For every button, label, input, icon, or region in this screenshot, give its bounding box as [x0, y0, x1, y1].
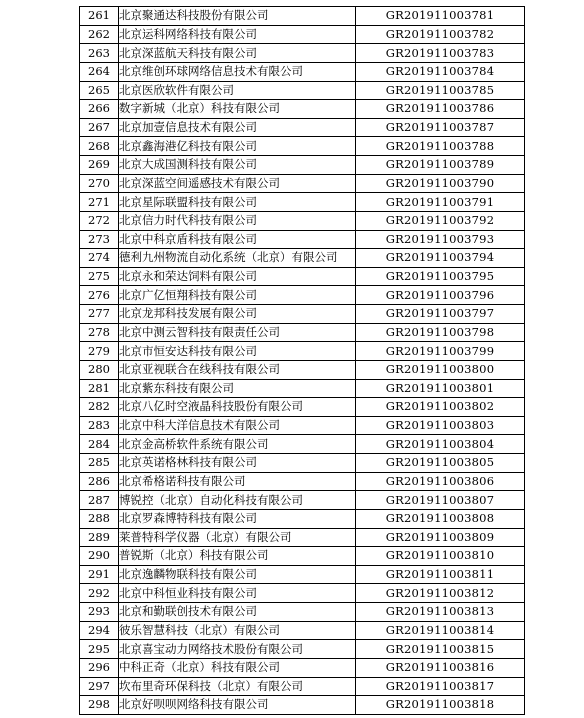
company-name-cell: 普锐斯（北京）科技有限公司: [119, 547, 356, 566]
row-number-cell: 262: [80, 25, 119, 44]
company-name-cell: 北京大成国测科技有限公司: [119, 156, 356, 175]
certificate-code-cell: GR201911003785: [356, 81, 525, 100]
certificate-code-cell: GR201911003789: [356, 156, 525, 175]
certificate-code-cell: GR201911003813: [356, 603, 525, 622]
certificate-code-cell: GR201911003798: [356, 323, 525, 342]
certificate-code-cell: GR201911003805: [356, 454, 525, 473]
certificate-code-cell: GR201911003800: [356, 360, 525, 379]
table-row: [80, 81, 525, 100]
certificate-code-cell: GR201911003795: [356, 267, 525, 286]
certificate-code-cell: GR201911003817: [356, 677, 525, 696]
row-number-cell: 290: [80, 547, 119, 566]
table-row: [80, 360, 525, 379]
row-number-cell: 282: [80, 398, 119, 417]
table-row: [80, 44, 525, 63]
certificate-code-cell: GR201911003812: [356, 584, 525, 603]
certificate-table: [79, 6, 525, 715]
company-name-cell: 北京医欣软件有限公司: [119, 81, 356, 100]
company-name-cell: 北京好呗呗网络科技有限公司: [119, 696, 356, 715]
certificate-code-cell: GR201911003788: [356, 137, 525, 156]
certificate-code-cell: GR201911003801: [356, 379, 525, 398]
table-row: [80, 584, 525, 603]
table-row: [80, 118, 525, 137]
table-row: [80, 621, 525, 640]
certificate-code-cell: GR201911003809: [356, 528, 525, 547]
certificate-code-cell: GR201911003803: [356, 416, 525, 435]
certificate-code-cell: GR201911003804: [356, 435, 525, 454]
company-name-cell: 北京鑫海港亿科技有限公司: [119, 137, 356, 156]
company-name-cell: 北京英诺格林科技有限公司: [119, 454, 356, 473]
company-name-cell: 数字新城（北京）科技有限公司: [119, 100, 356, 119]
table-row: [80, 547, 525, 566]
table-row: [80, 677, 525, 696]
table-row: [80, 230, 525, 249]
row-number-cell: 273: [80, 230, 119, 249]
company-name-cell: 北京紫东科技有限公司: [119, 379, 356, 398]
company-name-cell: 北京运科网络科技有限公司: [119, 25, 356, 44]
row-number-cell: 291: [80, 565, 119, 584]
row-number-cell: 267: [80, 118, 119, 137]
company-name-cell: 北京亚视联合在线科技有限公司: [119, 360, 356, 379]
table-row: [80, 305, 525, 324]
company-name-cell: 北京中科大洋信息技术有限公司: [119, 416, 356, 435]
table-row: [80, 137, 525, 156]
company-name-cell: 博锐控（北京）自动化科技有限公司: [119, 491, 356, 510]
table-body: [80, 7, 525, 715]
row-number-cell: 288: [80, 509, 119, 528]
company-name-cell: 北京龙邦科技发展有限公司: [119, 305, 356, 324]
table-row: [80, 416, 525, 435]
row-number-cell: 275: [80, 267, 119, 286]
row-number-cell: 277: [80, 305, 119, 324]
certificate-code-cell: GR201911003791: [356, 193, 525, 212]
row-number-cell: 280: [80, 360, 119, 379]
row-number-cell: 281: [80, 379, 119, 398]
certificate-code-cell: GR201911003810: [356, 547, 525, 566]
row-number-cell: 285: [80, 454, 119, 473]
certificate-code-cell: GR201911003792: [356, 211, 525, 230]
table-row: [80, 25, 525, 44]
row-number-cell: 294: [80, 621, 119, 640]
company-name-cell: 北京中测云智科技有限责任公司: [119, 323, 356, 342]
certificate-code-cell: GR201911003783: [356, 44, 525, 63]
company-name-cell: 北京加壹信息技术有限公司: [119, 118, 356, 137]
company-name-cell: 北京永和荣达饲料有限公司: [119, 267, 356, 286]
company-name-cell: 北京喜宝动力网络技术股份有限公司: [119, 640, 356, 659]
row-number-cell: 297: [80, 677, 119, 696]
row-number-cell: 266: [80, 100, 119, 119]
company-name-cell: 北京星际联盟科技有限公司: [119, 193, 356, 212]
table-row: [80, 603, 525, 622]
certificate-code-cell: GR201911003814: [356, 621, 525, 640]
row-number-cell: 272: [80, 211, 119, 230]
row-number-cell: 270: [80, 174, 119, 193]
table-row: [80, 379, 525, 398]
table-row: [80, 211, 525, 230]
certificate-code-cell: GR201911003797: [356, 305, 525, 324]
row-number-cell: 263: [80, 44, 119, 63]
company-name-cell: 北京金高桥软件系统有限公司: [119, 435, 356, 454]
certificate-code-cell: GR201911003811: [356, 565, 525, 584]
company-name-cell: 北京中科京盾科技有限公司: [119, 230, 356, 249]
row-number-cell: 286: [80, 472, 119, 491]
company-name-cell: 北京市恒安达科技有限公司: [119, 342, 356, 361]
company-name-cell: 德利九州物流自动化系统（北京）有限公司: [119, 249, 356, 268]
row-number-cell: 289: [80, 528, 119, 547]
row-number-cell: 269: [80, 156, 119, 175]
company-name-cell: 北京深蓝航天科技有限公司: [119, 44, 356, 63]
company-name-cell: 莱普特科学仪器（北京）有限公司: [119, 528, 356, 547]
table-row: [80, 696, 525, 715]
table-row: [80, 7, 525, 26]
company-name-cell: 北京逸麟物联科技有限公司: [119, 565, 356, 584]
company-name-cell: 北京中科恒业科技有限公司: [119, 584, 356, 603]
row-number-cell: 287: [80, 491, 119, 510]
table-row: [80, 62, 525, 81]
certificate-code-cell: GR201911003806: [356, 472, 525, 491]
certificate-code-cell: GR201911003799: [356, 342, 525, 361]
row-number-cell: 293: [80, 603, 119, 622]
row-number-cell: 271: [80, 193, 119, 212]
table-row: [80, 398, 525, 417]
row-number-cell: 284: [80, 435, 119, 454]
table-row: [80, 565, 525, 584]
company-name-cell: 北京八亿时空液晶科技股份有限公司: [119, 398, 356, 417]
row-number-cell: 276: [80, 286, 119, 305]
company-name-cell: 北京深蓝空间遥感技术有限公司: [119, 174, 356, 193]
table-row: [80, 342, 525, 361]
table-row: [80, 174, 525, 193]
row-number-cell: 265: [80, 81, 119, 100]
certificate-code-cell: GR201911003808: [356, 509, 525, 528]
company-name-cell: 北京希格诺科技有限公司: [119, 472, 356, 491]
certificate-code-cell: GR201911003787: [356, 118, 525, 137]
table-row: [80, 193, 525, 212]
table-row: [80, 509, 525, 528]
certificate-code-cell: GR201911003786: [356, 100, 525, 119]
row-number-cell: 296: [80, 658, 119, 677]
certificate-code-cell: GR201911003818: [356, 696, 525, 715]
table-row: [80, 249, 525, 268]
company-name-cell: 北京和勤联创技术有限公司: [119, 603, 356, 622]
certificate-code-cell: GR201911003784: [356, 62, 525, 81]
row-number-cell: 283: [80, 416, 119, 435]
row-number-cell: 264: [80, 62, 119, 81]
row-number-cell: 274: [80, 249, 119, 268]
table-row: [80, 454, 525, 473]
table-row: [80, 640, 525, 659]
row-number-cell: 261: [80, 7, 119, 26]
certificate-code-cell: GR201911003807: [356, 491, 525, 510]
certificate-code-cell: GR201911003794: [356, 249, 525, 268]
table-row: [80, 323, 525, 342]
certificate-code-cell: GR201911003782: [356, 25, 525, 44]
company-name-cell: 北京聚通达科技股份有限公司: [119, 7, 356, 26]
certificate-code-cell: GR201911003816: [356, 658, 525, 677]
row-number-cell: 279: [80, 342, 119, 361]
table-row: [80, 491, 525, 510]
certificate-code-cell: GR201911003781: [356, 7, 525, 26]
certificate-code-cell: GR201911003790: [356, 174, 525, 193]
row-number-cell: 268: [80, 137, 119, 156]
company-name-cell: 北京罗森博特科技有限公司: [119, 509, 356, 528]
table-row: [80, 435, 525, 454]
table-row: [80, 267, 525, 286]
row-number-cell: 295: [80, 640, 119, 659]
table-row: [80, 286, 525, 305]
table-row: [80, 156, 525, 175]
company-name-cell: 北京信力时代科技有限公司: [119, 211, 356, 230]
company-name-cell: 彼乐智慧科技（北京）有限公司: [119, 621, 356, 640]
company-name-cell: 北京维创环球网络信息技术有限公司: [119, 62, 356, 81]
row-number-cell: 278: [80, 323, 119, 342]
row-number-cell: 292: [80, 584, 119, 603]
table-row: [80, 528, 525, 547]
certificate-code-cell: GR201911003793: [356, 230, 525, 249]
row-number-cell: 298: [80, 696, 119, 715]
certificate-code-cell: GR201911003815: [356, 640, 525, 659]
table-row: [80, 658, 525, 677]
company-name-cell: 北京广亿恒翔科技有限公司: [119, 286, 356, 305]
certificate-code-cell: GR201911003802: [356, 398, 525, 417]
table-row: [80, 472, 525, 491]
company-name-cell: 中科正奇（北京）科技有限公司: [119, 658, 356, 677]
company-name-cell: 坎布里奇环保科技（北京）有限公司: [119, 677, 356, 696]
table-row: [80, 100, 525, 119]
certificate-code-cell: GR201911003796: [356, 286, 525, 305]
